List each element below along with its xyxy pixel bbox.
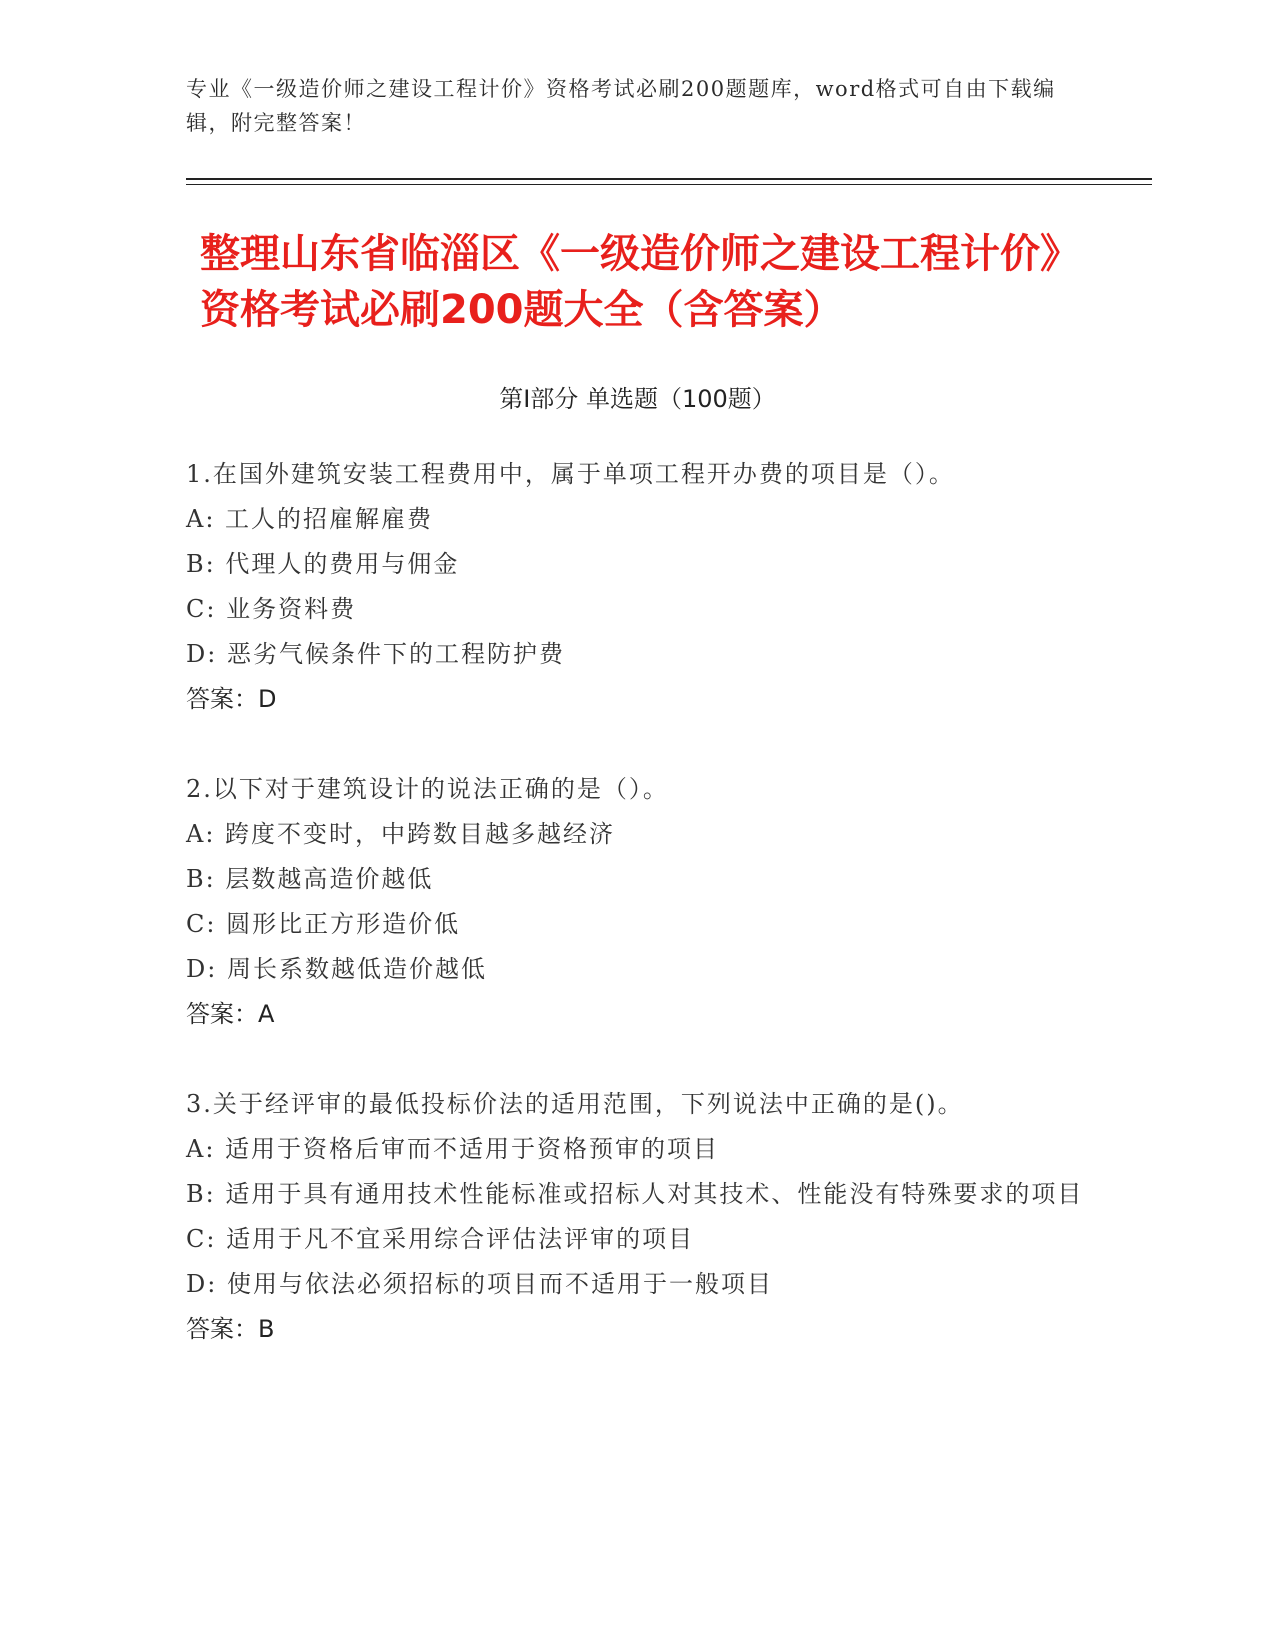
answer-label: 答案：D: [186, 685, 277, 713]
answer-label: 答案：B: [186, 1315, 275, 1343]
section-heading: 第I部分 单选题（100题）: [499, 385, 776, 413]
header-divider-thick: [186, 178, 1152, 180]
question-3: [186, 1082, 1086, 1352]
header-note: 专业《一级造价师之建设工程计价》资格考试必刷200题题库，word格式可自由下载编辑，附完整答案！: [186, 77, 1056, 135]
answer-label: 答案：A: [186, 1000, 275, 1028]
option-b: B: 层数越高造价越低: [186, 865, 434, 893]
question-stem: 2.以下对于建筑设计的说法正确的是（）。: [186, 775, 669, 803]
option-c: C: 圆形比正方形造价低: [186, 910, 461, 938]
option-b: B: 适用于具有通用技术性能标准或招标人对其技术、性能没有特殊要求的项目: [186, 1180, 1084, 1208]
option-b: B: 代理人的费用与佣金: [186, 550, 460, 578]
question-1: [186, 452, 1086, 722]
header-divider-thin: [186, 184, 1152, 185]
option-c: C: 适用于凡不宜采用综合评估法评审的项目: [186, 1225, 695, 1253]
option-a: A: 跨度不变时，中跨数目越多越经济: [186, 820, 616, 848]
option-a: A: 适用于资格后审而不适用于资格预审的项目: [186, 1135, 720, 1163]
option-c: C: 业务资料费: [186, 595, 357, 623]
option-d: D: 恶劣气候条件下的工程防护费: [186, 640, 565, 668]
question-2: [186, 767, 1086, 1037]
option-d: D: 周长系数越低造价越低: [186, 955, 487, 983]
question-stem: 1.在国外建筑安装工程费用中，属于单项工程开办费的项目是（）。: [186, 460, 955, 488]
option-a: A: 工人的招雇解雇费: [186, 505, 434, 533]
option-d: D: 使用与依法必须招标的项目而不适用于一般项目: [186, 1270, 773, 1298]
question-stem: 3.关于经评审的最低投标价法的适用范围，下列说法中正确的是()。: [186, 1090, 964, 1118]
document-title: 整理山东省临淄区《一级造价师之建设工程计价》资格考试必刷200题大全（含答案）: [200, 231, 1080, 333]
